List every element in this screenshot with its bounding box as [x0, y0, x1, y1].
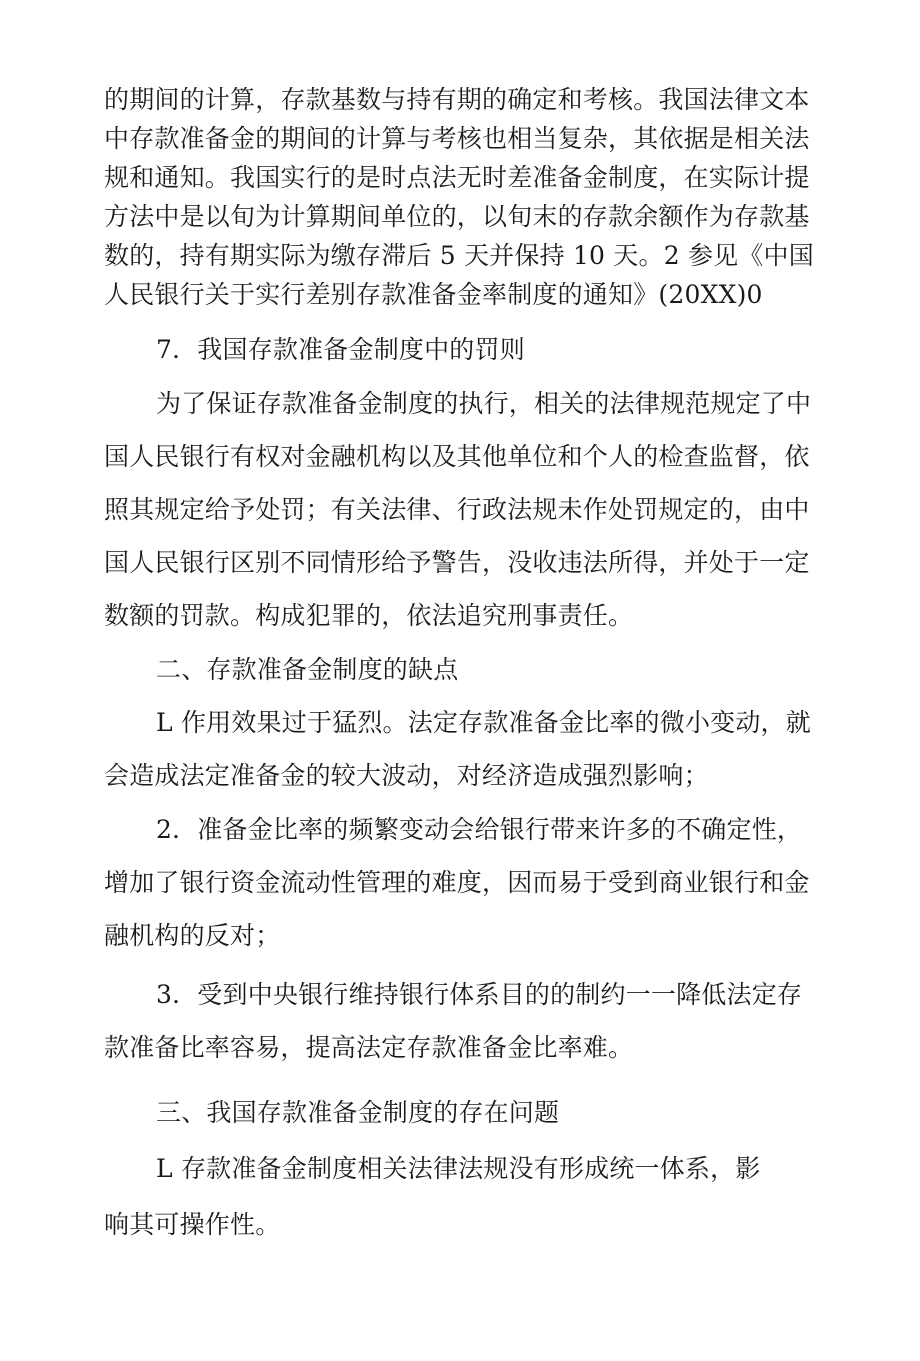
list-item-line: 3．受到中央银行维持银行体系目的的制约一一降低法定存 — [156, 980, 803, 1009]
section-heading-drawbacks: 二、存款准备金制度的缺点 — [156, 655, 459, 684]
list-item-line: 会造成法定准备金的较大波动，对经济造成强烈影响； — [104, 761, 709, 790]
list-item-line: 增加了银行资金流动性管理的难度，因而易于受到商业银行和金 — [104, 868, 810, 897]
paragraph-line: 为了保证存款准备金制度的执行，相关的法律规范规定了中 — [156, 389, 812, 418]
paragraph-line: 国人民银行有权对金融机构以及其他单位和个人的检查监督，依 — [104, 442, 810, 471]
paragraph-line: 人民银行关于实行差别存款准备金率制度的通知》(20XX)0 — [104, 280, 763, 309]
list-item-line: L 作用效果过于猛烈。法定存款准备金比率的微小变动，就 — [156, 708, 811, 737]
list-item-line: 响其可操作性。 — [104, 1210, 281, 1239]
paragraph-line: 数的，持有期实际为缴存滞后 5 天并保持 10 天。2 参见《中国 — [104, 241, 814, 270]
paragraph-line: 中存款准备金的期间的计算与考核也相当复杂，其依据是相关法 — [104, 124, 810, 153]
section-heading-problems: 三、我国存款准备金制度的存在问题 — [156, 1098, 560, 1127]
list-item-line: 2．准备金比率的频繁变动会给银行带来许多的不确定性， — [156, 815, 803, 844]
paragraph-line: 国人民银行区别不同情形给予警告，没收违法所得，并处于一定 — [104, 548, 810, 577]
list-item-line: 融机构的反对； — [104, 921, 281, 950]
paragraph-line: 的期间的计算，存款基数与持有期的确定和考核。我国法律文本 — [104, 85, 810, 114]
paragraph-line: 方法中是以旬为计算期间单位的，以旬末的存款余额作为存款基 — [104, 202, 810, 231]
paragraph-line: 照其规定给予处罚；有关法律、行政法规未作处罚规定的，由中 — [104, 495, 810, 524]
paragraph-line: 数额的罚款。构成犯罪的，依法追究刑事责任。 — [104, 601, 634, 630]
list-item-line: 款准备比率容易，提高法定存款准备金比率难。 — [104, 1033, 634, 1062]
section-heading-penalties: 7．我国存款准备金制度中的罚则 — [156, 335, 525, 364]
list-item-line: L 存款准备金制度相关法律法规没有形成统一体系，影 — [156, 1154, 761, 1183]
paragraph-line: 规和通知。我国实行的是时点法无时差准备金制度，在实际计提 — [104, 163, 810, 192]
